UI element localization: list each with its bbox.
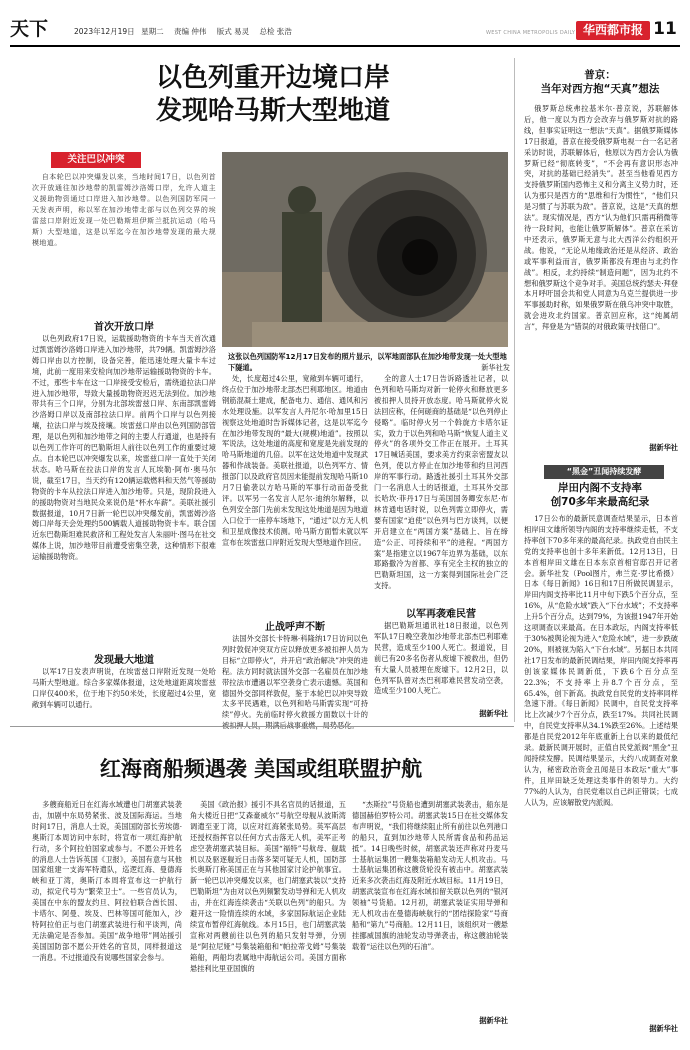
masthead [0, 0, 690, 50]
lower-col3: “杰斯拉”号货船也遭到胡塞武装袭击，船东是德国赫伯罗特公司。胡塞武装15日在社交媒体发布声明说，“我们将继续阻止所有前往以色列港口的船只，直到加沙地带人民所需食品和药品运抵”。14日晚些时候，胡塞武装还声称对丹麦马士基航运集团一艘集装箱船发动无人机攻击。马士基航运集团称这艘货轮没有被击中。胡塞武装近来多次袭击红海及附近水域目标。11月19日，胡塞武装宣布在红海水域扣留关联以色列的“银河领袖”号货船。12月初，胡塞武装证实用导弹和无人机攻击在曼德海峡航行的“团结探险家”号商船和“第九”号商船。12月11日，该组织对一艘悬挂挪威国旗的油轮发动导弹袭击，称这艘油轮装载着“运往以色列的石油”。 [352, 800, 508, 951]
lead-headline [102, 62, 444, 128]
lower-headline: 红海商船频遇袭 美国或组联盟护航 [99, 757, 423, 781]
header-weekday: 星期二 [141, 27, 164, 36]
lead-intro: 自本轮巴以冲突爆发以来，当地时间17日，以色列首次开放通往加沙地带的凯雷姆沙洛姆口岸，允许人道主义援助物资通过口岸进入加沙地带。以色列国防军同一天发表声明，称以军在加沙地带北部与以色列交界的埃雷兹口岸附近发现一处巴勒斯坦伊斯兰抵抗运动（哈马斯）大型地道，这是以军迄今在加沙地带发现的最大规模地道。 [32, 173, 216, 247]
lower-top-rule [10, 726, 514, 727]
subhead-refugee-camp: 以军再袭难民营 [406, 609, 476, 620]
sidebar-kishida-body: 17日公布的最新民意调查结果显示，日本首相岸田文雄所领导内阁的支持率继续走低，不支持率创下70多年来的最高纪录。执政党自由民主党的支持率也创十多年来新低。12月13日，日本首相岸田文雄在日本东京首相官邸召开记者会。新华社发（Pool图片，弗兰克·罗比希摄）日本《每日新闻》16日和17日所做民调显示，岸田内阁支持率比11月中旬下跌5个百分点，至16%，从“危险水域”跌入“下台水域”；不支持率上升5个百分点，达到79%，为该报1947年开始这项调查以来最高。在日本政坛，内阁支持率低于30%被舆论视为进入“危险水域”，进一步跌破20%，则被视为陷入“下台水域”。另据日本共同社17日发布的最新民调结果，岸田内阁支持率再创该家媒体民调新低，下跌6个百分点至22.3%；不支持率上升8.7个百分点，至65.4%，创下新高。执政党自民党的支持率同样急速下滑。《每日新闻》民调中，自民党支持率比上次减少7个百分点，跌至17%。共同社民调中，自民党支持率从34.1%跌至26%。上述结果都是自民党2012年年底重新上台以来的最低纪录。最新民调开展时，正值自民党派阀“黑金”丑闻持续发酵。民调结果显示，大约八成调查对象认为，秘密政治资金丑闻是日本政坛“重大”事件，且岸田缺乏处理这类事件的领导力。大约77%的人认为，自民党难以自己纠正错误；七成人认为，应该解散党内派阀。 [524, 514, 678, 807]
sidebar-kishida-title [520, 481, 680, 509]
subhead-open-port: 首次开放口岸 [94, 322, 154, 333]
page-number: 11 [653, 19, 677, 39]
header-editor: 责编 仲伟 [173, 27, 207, 36]
lead-col3: 全的意人士17日告诉路透社记者，以色列和哈马斯均对新一轮停火和释放更多被扣押人员持开放态度。哈马斯就停火说法回应称，任何磋商的基础是“以色列停止侵略”。临时停火另一个斡旋方卡塔尔证实，致力于以色列和哈马斯“恢复人道主义停火”的各项外交工作正在展开。土耳其17日喊话美国，要求美方约束亲密盟友以色列，使以方停止在加沙地带和约旦河西岸的军事行动。路透社援引土耳其外交部门一名消息人士的话报道，土耳其外交部长哈坎·菲丹17日与美国国务卿安东尼·布林肯通电话时说，以色列需立即停火，需要有国家“迫使”以色列与巴方谈判，以便开启建立在“两国方案”基础上、旨在缔造“公正、可持续和平”的进程。“两国方案”是指建立以1967年边界为基础，以东耶路撒冷为首都、享有完全主权的独立的巴勒斯坦国，这一方案得到国际社会广泛支持。 [374, 374, 508, 591]
lead-col3b: 据巴勒斯坦通讯社18日报道，以色列军队17日晚空袭加沙地带北部杰巴利耶难民营，造成至少100人死亡。报道说，目前已有20多名伤者从废墟下被救出，但仍有大量人员被埋在废墟下。12月2日，以色列军队曾对杰巴利耶难民营发动空袭，造成至少100人死亡。 [374, 621, 508, 696]
header-meta [74, 26, 292, 37]
photo-credit: 新华社发 [481, 363, 510, 372]
brand-name: 华西都市报 [582, 23, 643, 37]
section-name: 天下 [10, 18, 49, 40]
sidebar-kishida-kicker-label: “黑金”丑闻持续发酵 [566, 467, 642, 476]
sidebar-kishida-title-1: 岸田内阁不支持率 [558, 482, 642, 494]
tunnel-photo-art [222, 152, 508, 347]
header-designer: 版式 易灵 [216, 27, 250, 36]
subhead-tunnel: 发现最大地道 [94, 655, 154, 666]
lead-col1: 以色列政府17日说，运载援助物资的卡车当天首次通过凯雷姆沙洛姆口岸进入加沙地带，共79辆。凯雷姆沙洛姆口岸由以方控制，设备完善，能迅速处理大量卡车过境，此前一度用来安检向加沙地带运输援助物资的卡车。不过，那些卡车在这一口岸接受安检后，需绕道拉法口岸进入加沙地带，导致大量援助物资迟迟无法到位。加沙地带共有三个口岸，分别为北部埃雷兹口岸、东南部凯雷姆沙洛姆口岸以及南部拉法口岸。前两个口岸与以色列接壤，拉法口岸与埃及接壤。埃雷兹口岸由以色列国防部管理，是以色列和加沙地带之间的主要人行通道，也是持有以色列工作许可的巴勒斯坦人前往以色列工作的重要过境点。自本轮巴以冲突爆发以来，埃雷兹口岸一直处于关闭状态。哈马斯在拉法口岸的发言人瓦埃勒·阿布·奥马尔说，截至17日，当天约有120辆运载燃料和天然气等援助物资的卡车从拉法口岸进入加沙地带。只是，现阶段进入的援助物资对当地民众来说仍是“杯水车薪”。美联社援引数据报道，10月7日新一轮巴以冲突爆发前，凯雷姆沙洛姆口岸每天会处理约500辆载人道援助物资卡车。联合国近东巴勒斯坦难民救济和工程处发言人朱丽叶·图马在社交媒体上说，加沙地带目前遭受密集空袭，这种情形下很难运输援助物资。 [32, 334, 216, 562]
header-rule [10, 45, 680, 47]
sidebar-putin-credit: 据新华社 [649, 443, 678, 452]
lead-col2: 处，长度超过4公里，宽敞到车辆可通行，终点位于加沙地带北部杰巴利耶地区。地道由钢筋混凝土建成，配备电力、通信、通风和污水处理设施。以军发言人丹尼尔·哈加里15日视察这处地道时告诉媒体记者，这是以军迄今在加沙地带发现的“最大(规模)地道”。按照以军说法，这处地道的高度和宽度是先前发现的哈马斯地道的几倍。以军在这处地道中发现武器和作战装备。美联社报道，以色列军方、情报部门以及政府官员因未能提前发现哈马斯10月7日偷袭以方哈马斯的军事行动而备受批评。以军另一名发言人尼尔·迪纳尔解释，以色列安全部门先前未发现这处地道是因为地道入口位于一座停车场地下，“通过”以方无人机和卫星成像技术侦测。哈马斯方面暂未就以军宣布在埃雷兹口岸附近发现大型地道作回应。 [222, 374, 368, 547]
topic-tag [51, 152, 141, 168]
header-date: 2023年12月19日 [74, 27, 135, 36]
sidebar-putin-body: 俄罗斯总统弗拉基米尔·普京说，苏联解体后，他一度以为西方会改弃与俄罗斯对抗的路线，但事实证明这一想法“天真”。据俄罗斯媒体17日报道，普京在接受俄罗斯电视一台一名记者采访时说，苏联解体后，他原以为西方会认为俄罗斯已经“彻底转变”，“不会再有意识形态冲突，对抗的基础已经消失”。甚至当他看见西方支持俄罗斯国内恐怖主义和分离主义势力时，还认为那只是西方的“思维和行为惯性”，“他们只是习惯了与苏联为敌”。普京说，这是“天真的想法”。现实情况是，西方“认为他们只需再稍微等待一段时间，也能让俄罗斯解体”。普京在采访中还表示，俄罗斯无意与北大西洋公约组织开战。他说，“无论从地缘政治还是从经济、政治或军事利益而言，俄罗斯都没有理由与北约作战”。相反，北约持续“制造问题”，因为北约不想和俄罗斯这个竞争对手。美国总统约瑟夫·拜登本月呼吁国会共和党人同意为乌克兰提供进一步军事援助时称，如果俄罗斯在俄乌冲突中取胜，就会进攻北约国家。普京回应称，这“纯属胡言”，拜登是为“错误的对俄政策寻找借口”。 [524, 104, 678, 332]
sidebar-kishida-kicker [544, 465, 664, 479]
lead-headline-line2: 发现哈马斯大型地道 [155, 96, 390, 126]
header-proof: 总检 张浩 [259, 27, 292, 36]
lead-credit: 据新华社 [479, 709, 508, 718]
column-divider [514, 58, 515, 722]
header-english: WEST CHINA METROPOLIS DAILY [486, 30, 576, 36]
tunnel-photo [222, 152, 508, 347]
brand-logo [576, 21, 650, 40]
sidebar-putin-title-2: 当年对西方抱“天真”想法 [540, 83, 660, 95]
lower-col2: 美国《政治报》援引不具名官员的话报道，五角大楼近日把“艾森豪威尔”号航空母舰从波斯湾调遣至亚丁湾，以应对红海紧张局势。英军高层还授权指挥官以任何方式击落无人机，美军正考虑空袭胡塞武装目标。美国“福特”号航母、舰载机以及驱逐舰近日击落多架可疑无人机，国防部长奥斯汀称美国正在与其他国家讨论护航事宜。新一轮巴以冲突爆发以来，也门胡塞武装以“支持巴勒斯坦”为由对以色列频繁发动导弹和无人机攻击，并在红海连续袭击“关联以色列”的船只。为避开这一险情连续的水域，多家国际航运企业陆续宣布暂停红海航线。本月15日，也门胡塞武装宣称对两艘前往以色列的船只发射导弹，分别是“阿拉尼娅”号集装箱船和“帕拉蒂戈姆”号集装箱船，两船均表属地中海航运公司。美国方面称悬挂利比里亚国旗的 [190, 800, 346, 973]
lead-headline-line1: 以色列重开边境口岸 [155, 63, 390, 93]
lead-col1b: 以军17日发表声明说，在埃雷兹口岸附近发现一处哈马斯大型地道。综合多家媒体报道，这处地道距离埃雷兹口岸仅400米，位于地下约50米处，长度超过4公里，宽敞到车辆可以通行。 [32, 667, 216, 709]
photo-caption-text: 这张以色列国防军12月17日发布的照片显示，以军地面部队在加沙地带发现一处大型地下隧道。 [228, 352, 507, 372]
sidebar-kishida-title-2: 创70多年来最高纪录 [550, 496, 650, 508]
lower-col1: 多艘商船近日在红海水域遭也门胡塞武装袭击，加剧中东局势紧张、波及国际海运。当地时间17日，消息人士说，美国国防部长劳埃德·奥斯汀本周访问中东时，将宣布一项红海护航行动，多个阿拉伯国家或参与。不愿公开姓名的消息人士告诉英国《卫报》，美国有意与其他国家组建一支海军特遣队，巡逻红海、曼德海峡和亚丁湾，奥斯汀本周将宣布这一护航行动，拟定代号为“繁荣卫士”。一些官员认为，美国在中东的盟友约旦、阿拉伯联合酋长国、卡塔尔、阿曼、埃及、巴林等国可能加入，沙特阿拉伯正与也门胡塞武装进行和平谈判，尚无法确定是否参加。美国“战争地带”网站援引美国国防部不愿公开姓名的官员，同样报道这一消息。不过报道没有说哪些国家会参与。 [32, 800, 182, 962]
subhead-ceasefire: 止战呼声不断 [265, 622, 325, 633]
photo-caption [228, 351, 510, 373]
sidebar-putin-title-1: 普京： [584, 69, 616, 81]
lead-col2b: 法国外交部长卡特琳·科隆纳17日访问以色列时敦促冲突双方应以释放更多被扣押人员为目标“立即停火”，并开启“政治解决”冲突的进程。法方同时就法国外交部一名雇员在加沙地带拉法市遭遇以军空袭身亡表示遗憾。英国和德国外交部同样敦促，鉴于本轮巴以冲突导致太多平民遇难，以色列和哈马斯需实现“可持续”停火。先前临时停火救援方面数以十计的 [222, 634, 368, 720]
lower-credit: 据新华社 [479, 1016, 508, 1025]
topic-tag-label: 关注巴以冲突 [67, 154, 125, 165]
sidebar-putin-title [520, 68, 680, 96]
sidebar-kishida-credit: 据新华社 [649, 1024, 678, 1033]
